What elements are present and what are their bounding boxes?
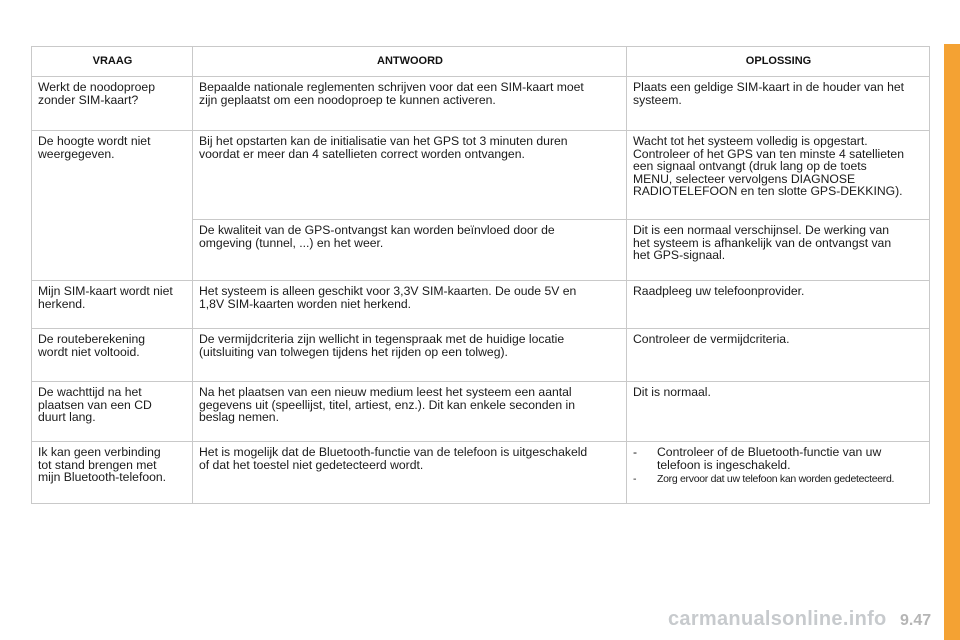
answer-cell bbox=[193, 382, 627, 442]
solution-cell bbox=[627, 329, 930, 382]
answer-text: Het is mogelijk dat de Bluetooth-functie van de telefoon is uitgeschakeld of dat het toestel niet gedetecteerd wordt. bbox=[199, 445, 588, 472]
question-text: Werkt de noodoproep zonder SIM-kaart? bbox=[38, 80, 155, 107]
solution-cell bbox=[627, 442, 930, 504]
solution-text: Wacht tot het systeem volledig is opgestart. Controleer of het GPS van ten minste 4 satellieten een signaal ontvangt (druk lang op de toets MENU, selecteer vervolgens DIAGNOSE RADIOTELEFOON en ten slotte GPS-DEKKING). bbox=[633, 134, 904, 199]
solution-text: Plaats een geldige SIM-kaart in de houder van het systeem. bbox=[633, 80, 905, 107]
table-row bbox=[32, 281, 930, 329]
answer-cell bbox=[193, 220, 627, 281]
solution-text: Dit is een normaal verschijnsel. De werking van het systeem is afhankelijk van de ontvangst van het GPS-signaal. bbox=[633, 223, 892, 263]
solution-cell bbox=[627, 77, 930, 131]
question-cell bbox=[32, 131, 193, 281]
answer-cell bbox=[193, 131, 627, 220]
watermark: carmanualsonline.info bbox=[668, 608, 887, 630]
answer-cell bbox=[193, 281, 627, 329]
answer-text: De vermijdcriteria zijn wellicht in tegenspraak met de huidige locatie (uitsluiting van tolwegen tijdens het rijden op een tolweg). bbox=[199, 332, 565, 359]
solution-text: Dit is normaal. bbox=[633, 385, 711, 399]
solution-text: Zorg ervoor dat uw telefoon kan worden gedetecteerd. bbox=[657, 473, 895, 486]
dash-marker: - bbox=[633, 445, 638, 459]
question-cell bbox=[32, 77, 193, 131]
answer-text: Na het plaatsen van een nieuw medium leest het systeem een aantal gegevens uit (speellijst, titel, artiest, enz.). Dit kan enkele seconden in beslag nemen. bbox=[199, 385, 575, 425]
dash-marker: - bbox=[633, 473, 637, 486]
solution-list bbox=[633, 446, 924, 486]
faq-table bbox=[31, 46, 930, 504]
question-cell bbox=[32, 382, 193, 442]
question-text: De wachttijd na het plaatsen van een CD duurt lang. bbox=[38, 385, 152, 425]
solution-text: Raadpleeg uw telefoonprovider. bbox=[633, 284, 805, 298]
question-text: Mijn SIM-kaart wordt niet herkend. bbox=[38, 284, 173, 311]
answer-cell bbox=[193, 329, 627, 382]
solution-cell bbox=[627, 382, 930, 442]
page-number: 9.47 bbox=[900, 612, 932, 629]
solution-cell bbox=[627, 220, 930, 281]
question-cell bbox=[32, 442, 193, 504]
table-row bbox=[32, 382, 930, 442]
answer-cell bbox=[193, 77, 627, 131]
table-row bbox=[32, 442, 930, 504]
solution-list-item bbox=[633, 473, 924, 486]
question-cell bbox=[32, 329, 193, 382]
solution-list-item bbox=[633, 446, 924, 471]
question-text: Ik kan geen verbinding tot stand brengen met mijn Bluetooth-telefoon. bbox=[38, 445, 167, 485]
table-row bbox=[32, 77, 930, 131]
header-answer: ANTWOORD bbox=[193, 47, 627, 77]
solution-text: Controleer de vermijdcriteria. bbox=[633, 332, 790, 346]
answer-text: Bepaalde nationale reglementen schrijven voor dat een SIM-kaart moet zijn geplaatst om een noodoproep te kunnen activeren. bbox=[199, 80, 584, 107]
table-header-row bbox=[32, 47, 930, 77]
question-text: De hoogte wordt niet weergegeven. bbox=[38, 134, 151, 161]
table-row bbox=[32, 131, 930, 220]
header-question: VRAAG bbox=[32, 47, 193, 77]
table-row bbox=[32, 329, 930, 382]
answer-text: De kwaliteit van de GPS-ontvangst kan worden beïnvloed door de omgeving (tunnel, ...) en het weer. bbox=[199, 223, 555, 250]
question-cell bbox=[32, 281, 193, 329]
section-color-bar bbox=[944, 44, 960, 640]
solution-cell bbox=[627, 131, 930, 220]
question-text: De routeberekening wordt niet voltooid. bbox=[38, 332, 146, 359]
solution-text: Controleer of de Bluetooth-functie van uw telefoon is ingeschakeld. bbox=[657, 445, 882, 472]
header-solution: OPLOSSING bbox=[627, 47, 930, 77]
answer-text: Het systeem is alleen geschikt voor 3,3V SIM-kaarten. De oude 5V en 1,8V SIM-kaarten worden niet herkend. bbox=[199, 284, 577, 311]
answer-cell bbox=[193, 442, 627, 504]
answer-text: Bij het opstarten kan de initialisatie van het GPS tot 3 minuten duren voordat er meer dan 4 satellieten correct worden ontvangen. bbox=[199, 134, 568, 161]
solution-cell bbox=[627, 281, 930, 329]
